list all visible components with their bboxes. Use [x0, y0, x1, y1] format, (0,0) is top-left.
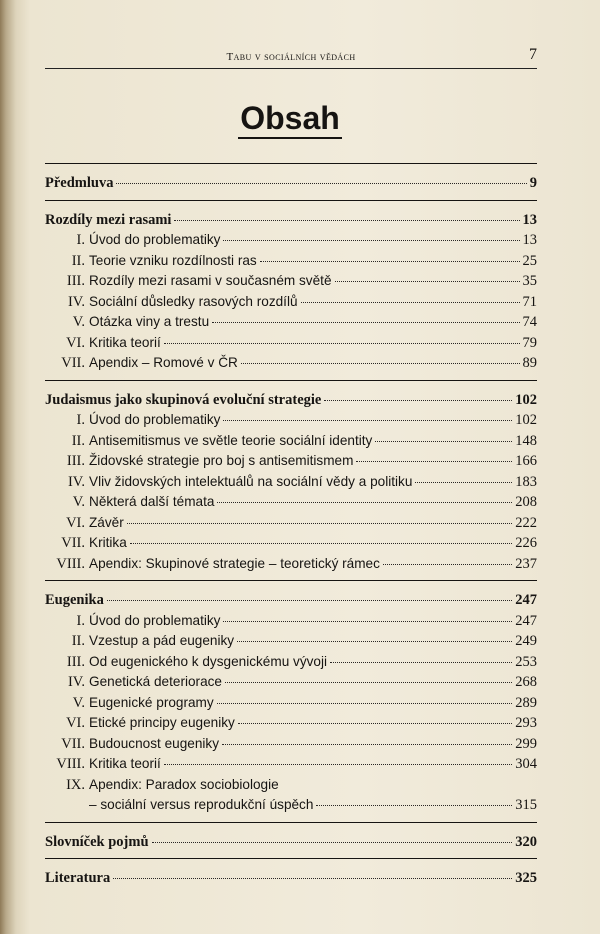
- toc-section: [45, 581, 537, 822]
- chapter-title: Apendix – Romové v ČR: [89, 355, 238, 370]
- chapter-title: Eugenické programy: [89, 694, 214, 710]
- page-number: 7: [529, 46, 537, 63]
- dot-leader: [335, 281, 520, 282]
- toc-chapter-entry[interactable]: [45, 353, 537, 374]
- chapter-title: Etické principy eugeniky: [89, 715, 235, 730]
- chapter-number: V.: [72, 314, 85, 330]
- toc-chapter-entry[interactable]: [45, 775, 537, 796]
- dot-leader: [316, 805, 512, 806]
- chapter-page-number: 25: [522, 252, 537, 269]
- part-page-number: 325: [515, 870, 537, 886]
- part-page-number: 13: [522, 211, 537, 228]
- chapter-number: V.: [72, 494, 85, 510]
- dot-leader: [152, 842, 513, 843]
- dot-leader: [223, 420, 512, 421]
- chapter-number: IX.: [66, 776, 85, 793]
- chapter-page-number: 249: [515, 633, 537, 649]
- toc-chapter-entry-continued[interactable]: [45, 795, 537, 816]
- chapter-title: Od eugenického k dysgenickému vývoji: [89, 653, 328, 669]
- chapter-number: III.: [66, 273, 85, 289]
- toc-section: [45, 381, 537, 581]
- chapter-page-number: 166: [515, 453, 537, 469]
- chapter-title: Apendix: Skupinové strategie – teoretický rámec: [89, 555, 380, 571]
- toc-chapter-entry[interactable]: [45, 312, 537, 333]
- chapter-number: VII.: [61, 535, 85, 551]
- dot-leader: [217, 703, 513, 704]
- chapter-page-number: 102: [515, 412, 537, 428]
- chapter-page-number: 222: [515, 514, 537, 531]
- toc-chapter-entry[interactable]: [45, 292, 537, 313]
- toc-chapter-entry[interactable]: [45, 230, 537, 251]
- chapter-number: I.: [76, 612, 85, 629]
- part-page-number: 247: [515, 592, 537, 608]
- toc-chapter-entry[interactable]: [45, 672, 537, 693]
- part-page-number: 9: [529, 175, 537, 191]
- chapter-number: IV.: [67, 473, 85, 490]
- chapter-number: VII.: [61, 735, 85, 752]
- toc-part-entry[interactable]: [45, 390, 537, 411]
- toc-part-entry[interactable]: [45, 590, 537, 611]
- chapter-number: VII.: [61, 355, 85, 371]
- table-of-contents: [45, 163, 537, 895]
- toc-chapter-entry[interactable]: [45, 713, 537, 734]
- dot-leader: [217, 502, 512, 503]
- dot-leader: [127, 523, 513, 524]
- dot-leader: [164, 764, 512, 765]
- dot-leader: [116, 183, 526, 184]
- running-head-title: Tabu v sociálních vědách: [226, 51, 356, 63]
- chapter-number: III.: [66, 453, 85, 469]
- toc-chapter-entry[interactable]: [45, 271, 537, 292]
- chapter-title: Kritika: [89, 535, 127, 550]
- dot-leader: [222, 744, 512, 745]
- chapter-number: I.: [76, 232, 85, 248]
- toc-chapter-entry[interactable]: [45, 652, 537, 673]
- part-title: Literatura: [45, 870, 111, 886]
- dot-leader: [330, 662, 512, 663]
- chapter-page-number: 268: [515, 674, 537, 690]
- dot-leader: [174, 220, 519, 221]
- dot-leader: [324, 400, 512, 401]
- chapter-number: V.: [72, 694, 85, 711]
- chapter-page-number: 247: [515, 612, 537, 629]
- chapter-page-number: 71: [522, 293, 537, 310]
- chapter-page-number: 299: [515, 735, 537, 752]
- toc-chapter-entry[interactable]: [45, 410, 537, 431]
- header-rule: [45, 68, 537, 69]
- chapter-page-number: 315: [515, 797, 537, 813]
- chapter-page-number: 293: [515, 715, 537, 731]
- toc-section: [45, 823, 537, 859]
- dot-leader: [223, 621, 512, 622]
- chapter-number: VIII.: [56, 555, 85, 572]
- chapter-number: VI.: [66, 334, 85, 351]
- dot-leader: [260, 261, 520, 262]
- chapter-title: Apendix: Paradox sociobiologie: [89, 776, 279, 792]
- dot-leader: [383, 564, 512, 565]
- dot-leader: [164, 343, 520, 344]
- chapter-number: I.: [76, 412, 85, 428]
- toc-chapter-entry[interactable]: [45, 554, 537, 575]
- part-title: Eugenika: [45, 592, 104, 608]
- toc-part-entry[interactable]: [45, 868, 537, 889]
- chapter-title: Závěr: [89, 514, 124, 530]
- dot-leader: [113, 878, 512, 879]
- page-title: Obsah: [0, 100, 580, 137]
- chapter-number: II.: [71, 252, 85, 269]
- dot-leader: [225, 682, 512, 683]
- toc-part-entry[interactable]: [45, 173, 537, 194]
- toc-chapter-entry[interactable]: [45, 451, 537, 472]
- chapter-title: Budoucnost eugeniky: [89, 735, 219, 751]
- dot-leader: [415, 482, 512, 483]
- dot-leader: [130, 543, 512, 544]
- part-page-number: 102: [515, 391, 537, 408]
- chapter-page-number: 35: [522, 273, 537, 289]
- toc-section: [45, 164, 537, 200]
- chapter-number: VI.: [66, 715, 85, 731]
- chapter-page-number: 74: [522, 314, 537, 330]
- chapter-page-number: 79: [522, 334, 537, 351]
- dot-leader: [241, 363, 520, 364]
- toc-chapter-entry[interactable]: [45, 734, 537, 755]
- chapter-title: Teorie vzniku rozdílnosti ras: [89, 252, 257, 268]
- chapter-title: Úvod do problematiky: [89, 612, 221, 628]
- chapter-title: Židovské strategie pro boj s antisemitismem: [89, 453, 354, 468]
- chapter-page-number: 13: [522, 232, 537, 248]
- dot-leader: [301, 302, 520, 303]
- dot-leader: [237, 641, 512, 642]
- chapter-page-number: 226: [515, 535, 537, 551]
- toc-chapter-entry[interactable]: [45, 431, 537, 452]
- toc-section: [45, 201, 537, 380]
- toc-chapter-entry[interactable]: [45, 693, 537, 714]
- chapter-title: Sociální důsledky rasových rozdílů: [89, 293, 298, 309]
- chapter-title: Některá další témata: [89, 494, 215, 509]
- chapter-number: III.: [66, 653, 85, 670]
- chapter-page-number: 237: [515, 555, 537, 572]
- dot-leader: [375, 441, 512, 442]
- chapter-title: Kritika teorií: [89, 334, 161, 350]
- toc-chapter-entry[interactable]: [45, 513, 537, 534]
- toc-chapter-entry[interactable]: [45, 533, 537, 554]
- dot-leader: [107, 600, 512, 601]
- part-title: Slovníček pojmů: [45, 833, 149, 850]
- chapter-page-number: 253: [515, 653, 537, 670]
- chapter-title: Otázka viny a trestu: [89, 314, 210, 329]
- chapter-title: Kritika teorií: [89, 756, 161, 771]
- dot-leader: [356, 461, 512, 462]
- dot-leader: [223, 240, 519, 241]
- part-title: Rozdíly mezi rasami: [45, 211, 172, 228]
- toc-part-entry[interactable]: [45, 210, 537, 231]
- chapter-title: Úvod do problematiky: [89, 232, 221, 247]
- chapter-number: II.: [71, 633, 85, 649]
- chapter-page-number: 289: [515, 694, 537, 711]
- chapter-title: Vzestup a pád eugeniky: [89, 633, 235, 648]
- chapter-page-number: 148: [515, 432, 537, 449]
- chapter-page-number: 304: [515, 756, 537, 772]
- part-title: Judaismus jako skupinová evoluční strategie: [45, 391, 322, 408]
- chapter-title: Rozdíly mezi rasami v současném světě: [89, 273, 332, 288]
- toc-chapter-entry[interactable]: [45, 631, 537, 652]
- chapter-page-number: 89: [522, 355, 537, 371]
- chapter-number: VI.: [66, 514, 85, 531]
- chapter-title-continued: – sociální versus reprodukční úspěch: [89, 797, 314, 812]
- toc-section: [45, 859, 537, 895]
- toc-chapter-entry[interactable]: [45, 754, 537, 775]
- chapter-number: VIII.: [56, 756, 85, 772]
- chapter-page-number: 208: [515, 494, 537, 510]
- toc-chapter-entry[interactable]: [45, 611, 537, 632]
- chapter-title: Antisemitismus ve světle teorie sociální identity: [89, 432, 373, 448]
- running-head: [45, 46, 537, 67]
- toc-chapter-entry[interactable]: [45, 492, 537, 513]
- part-page-number: 320: [515, 833, 537, 850]
- chapter-title: Úvod do problematiky: [89, 412, 221, 427]
- chapter-page-number: 183: [515, 473, 537, 490]
- toc-part-entry[interactable]: [45, 832, 537, 853]
- chapter-title: Genetická deteriorace: [89, 674, 222, 689]
- chapter-number: IV.: [67, 293, 85, 310]
- dot-leader: [212, 322, 519, 323]
- toc-chapter-entry[interactable]: [45, 472, 537, 493]
- chapter-number: II.: [71, 432, 85, 449]
- chapter-number: IV.: [67, 674, 85, 690]
- part-title: Předmluva: [45, 175, 114, 191]
- toc-chapter-entry[interactable]: [45, 333, 537, 354]
- toc-chapter-entry[interactable]: [45, 251, 537, 272]
- dot-leader: [238, 723, 512, 724]
- chapter-title: Vliv židovských intelektuálů na sociální vědy a politiku: [89, 473, 413, 489]
